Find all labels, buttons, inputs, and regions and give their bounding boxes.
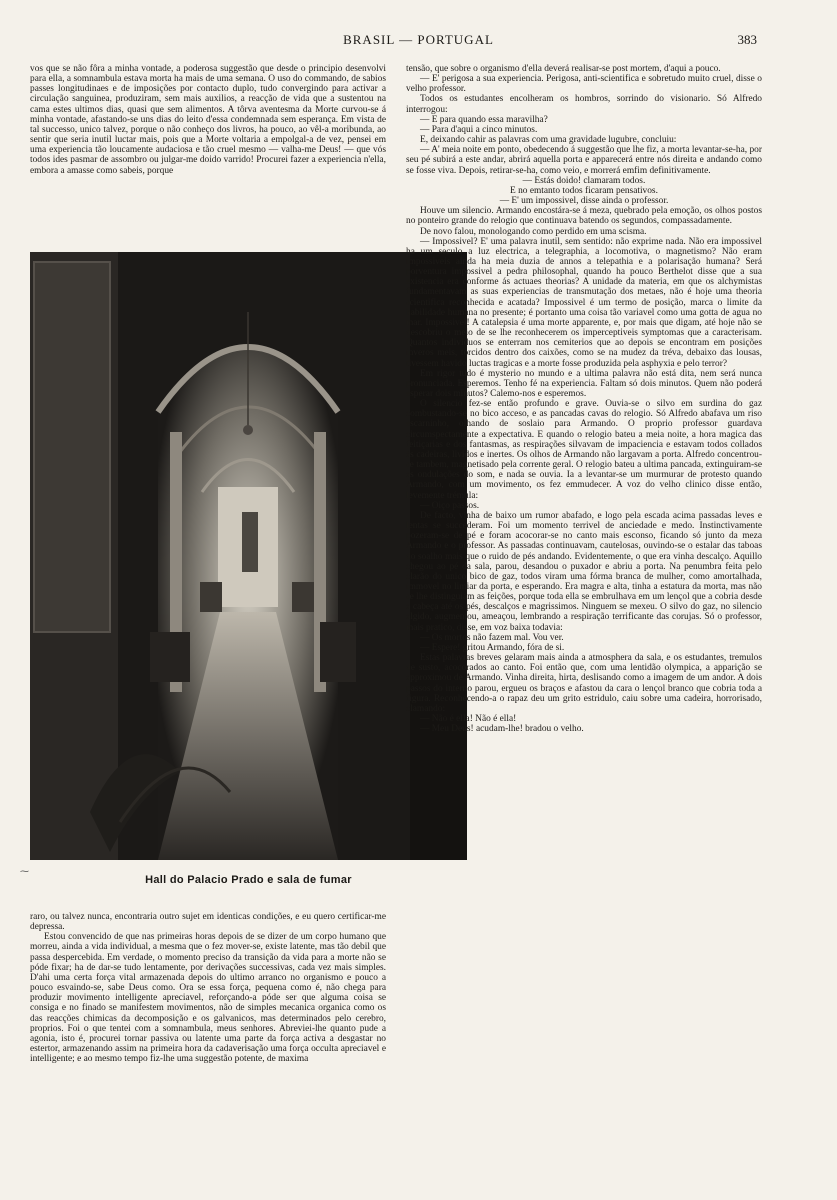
paragraph: — A' meia noite em ponto, obedecendo á suggestão que lhe fiz, a morta levantar-se-ha, por seu pé subirá a este andar, abrirá aquella porta e apparecerá entre nós direita e andando como se fosse viva. Depois, retirar-se-ha, como veio, e morrerá emfim definitivamente. — [406, 145, 762, 176]
paragraph: De facto, vinha de baixo um rumor abafado, e logo pela escada acima passadas leves e lentas se succederam. Foi um momento terrivel de anciedade e medo. Instinctivamente pozeram-se de pé e foram acocorar-se no canto mais esconso, ficando só junto da meza Armando e o professor. As passadas continuavam, cautelosas, ouvindo-se o estalar das taboas do soalho mais que o ruido de pés andando. Evidentemente, o que era vinha descalço. Aquillo chegou ao pé da sala, parou, desandou o puxador e abriu a porta. Na penumbra feita pelo clarão do unico bico de gaz, todos viram uma fórma branca de mulher, como amortalhada, immovel no limiar da porta, e esperando. Era magra e alta, tinha a estatura da morta, mas não se lhe distinguiam as feições, porque toda ella se embrulhava em um lençol que a cobria desde a cabeça até os pés, descalços e magrissimos. Ninguem se mexeu. O silvo do gaz, no silencio algido, augmentou, ameaçou, lembrando a respiração terrificante das corujas. Só o professor, mais pratico, disse, em voz baixa todavia: — [406, 510, 762, 633]
paragraph: Houve um silencio. Armando encostára-se á meza, quebrado pela emoção, os olhos postos no ponteiro grande do relogio que continuava batendo os segundos, compassadamente. — [406, 206, 762, 227]
paragraph: Estou convencido de que nas primeiras horas depois de se dizer de um corpo humano que morreu, ainda a vida individual, a mesma que o fez mover-se, existe latente, mas tão debil que passa despercebida. Em verdade, o momento preciso da transição da vida para a morte não se póde fixar; ha de dar-se tudo lentamente, por derivações successivas, cada vez mais simples. D'ahi uma certa força vital armazenada depois do ultimo arranco no organismo e pouco a pouco esvaindo-se, sabe Deus como. Ora se essa força, pequena como é, não chega para produzir movimento intelligente apreciavel, reforçando-a póde ser que alguma coisa se consiga e no finado se manifestem movimentos, não de simples mecanica organica como os das reacções chimicas da decomposição e os galvanicos, mas determinados pelo cerebro, proprios. Foi o que tentei com a somnambula, meus senhores. Abreviei-lhe quanto pude a agonia, isto é, procurei tornar passiva ou latente uma parte da força activa a desgastar no estertor, armazenando assim na primeira hora da cadaverisação uma força occulta apreciavel e intelligente; e ao mesmo tempo fiz-lhe uma suggestão potente, de maxima — [30, 932, 386, 1065]
photograph-illustration — [30, 252, 467, 860]
paragraph: De novo falou, monologando como perdido em uma scisma. — [420, 226, 647, 237]
paragraph: vos que se não fôra a minha vontade, a poderosa suggestão que desde o principio desenvolvi para ella, a somnambula estava morta ha mais de uma semana. O uso do commando, de sabios passes longitudinaes e de imposições por contacto duplo, tudo convergindo para activar a circulação sanguinea, produziram, sem mais auxilios, a reacção de vida que a sustentou na cama estes ultimos dias, quasi que sem alimentos. A tôrva aventesma da Morte curvou-se á minha vontade, afastando-se uns dias do leito d'essa condemnada sem esperança. Em vista de tal successo, unico talvez, porque o não conheço dos livros, ha pouco, ao vêl-a moribunda, ao sentir que seria inutil luctar mais, pois que a Morte voltaria a empolgal-a de vez, pensei em uma experiencia tão loucamente audaciosa e tão cruel mesmo — valha-me Deus! — que vós todos ides pasmar de assombro ou julgar-me doido varrido! Procurei fazer a experiencia n'ella, embora a amasse como sabeis, porque — [30, 64, 386, 176]
paragraph: raro, ou talvez nunca, encontraria outro sujet em identicas condições, e eu quero certificar-me depressa. — [30, 912, 386, 933]
page-header — [0, 32, 837, 50]
paragraph: — Oiço passos. — [420, 500, 480, 511]
paragraph: Estas palavras breves gelaram mais ainda a atmosphera da sala, e os estudantes, tremulos de susto, acocorados ao canto. Foi então que, com uma lentidão olympica, a apparição se approximou de Armando. Vinha direita, hirta, deslisando como a imagem de um andor. A dois passos do interno parou, ergueu os braços e afastou da cara o lençol branco que cobria toda a figura. Reconhecendo-a o rapaz deu um grito estridulo, caiu sobre uma cadeira, horrorisado, clamando: — [406, 653, 762, 714]
figure-caption: Hall do Palacio Prado e sala de fumar — [145, 874, 352, 886]
paragraph: — Estás doido! clamaram todos. — [522, 175, 646, 186]
paragraph: — Para d'aqui a cinco minutos. — [420, 124, 538, 135]
paragraph: E no emtanto todos ficaram pensativos. — [510, 185, 658, 196]
left-column-bottom — [30, 912, 386, 1064]
paragraph: — Os mortos não fazem mal. Vou ver. — [420, 632, 564, 643]
paragraph: Todos os estudantes encolheram os hombros, sorrindo do visionario. Só Alfredo interrogou: — [406, 94, 762, 115]
hall-photograph — [30, 252, 467, 860]
paragraph: — Não é ella! Não é ella! — [420, 714, 517, 724]
paragraph: — Meu Deus! acudam-lhe! bradou o velho. — [420, 724, 584, 735]
paragraph: Em rigor tudo é mysterio no mundo e a ultima palavra não está dita, nem será nunca pronunciada. Esperemos. Tenho fé na experiencia. Faltam só dois minutos. Quem não poderá esperar dois minutos? Calemo-nos e esperemos. — [406, 368, 762, 399]
running-title: BRASIL — PORTUGAL — [343, 32, 494, 47]
paragraph: — E' um impossivel, disse ainda o professor. — [499, 196, 669, 207]
paragraph: — Impossivel? E' uma palavra inutil, sem sentido: não exprime nada. Não era impossivel ha um seculo a luz electrica, a telegraphia, a locomotiva, o magnetismo? Não eram impossiveis ainda ha meia duzia de annos a telepathia e a polarisação humana? Será porventura impossivel a pedra philosophal, quando ha pouco Berthelot disse que a sua existencia era conforme ás actuaes theorias? A unidade da materia, em que os alchymistas fundamentavam as suas experiencias de transmutação dos metaes, não é hoje uma theoria scientifica reconhecida e acatada? Impossivel é um termo de posição, marca o limite da habilidade humana no presente; é portanto uma coisa tão variavel como uma gotta de agua no mar. Impossivel! A catalepsia é uma morte apparente, e, por mais que digam, até hoje não se descobriu o meio de se lhe reconhecerem os imperceptiveis symptomas que a caracterisam. Quantos individuos se enterram nos cemiterios que ao depois se encontram em posições inveros meis, torcidos dentro dos caixões, como se na mudez da tréva, debaixo das lousas, tivessem havido luctas tragicas e a morte fosse produzida pela asphyxia e pelo terror? — [406, 236, 762, 369]
right-column — [406, 64, 762, 734]
paragraph: — E para quando essa maravilha? — [420, 114, 548, 125]
paragraph: — Espere! gritou Armando, fóra de si. — [420, 642, 565, 653]
page-number: 383 — [737, 32, 757, 47]
paragraph: tensão, que sobre o organismo d'ella deverá realisar-se post mortem, d'aqui a pouco. — [406, 64, 721, 74]
paragraph: O silencio fez-se então profundo e grave. Ouvia-se o silvo em surdina do gaz combustando-se no bico acceso, e as pancadas cavas do relogio. Só Alfredo abafava um riso escarninho, olhando de soslaio para Armando. O proprio professor guardava circumspectamente a expectativa. E quando o relogio bateu a meia noite, a hora magica das feitiçarias e dos fantasmas, as respirações silvavam de impaciencia e estavam todos collados ás cadeiras, lividos e inertes. Os olhos de Armando não largavam a porta. Alfredo concentrou-se tambem, magnetisado pela corrente geral. O relogio bateu a ultima pancada, extinguiram-se as ondulações do som, e nada se ouvia. Ia a levantar-se um murmurar de protesto quando Armando, com um movimento, os fez emmudecer. A voz do velho clinico disse então, levemente trémula: — [406, 399, 762, 501]
paragraph: E, deixando cahir as palavras com uma gravidade lugubre, concluiu: — [420, 135, 677, 146]
left-column-top — [30, 64, 386, 176]
caption-ornament: ⁓ — [20, 866, 29, 876]
paragraph: — E' perigosa a sua experiencia. Perigosa, anti-scientifica e sobretudo muito cruel, disse o velho professor. — [406, 74, 762, 95]
